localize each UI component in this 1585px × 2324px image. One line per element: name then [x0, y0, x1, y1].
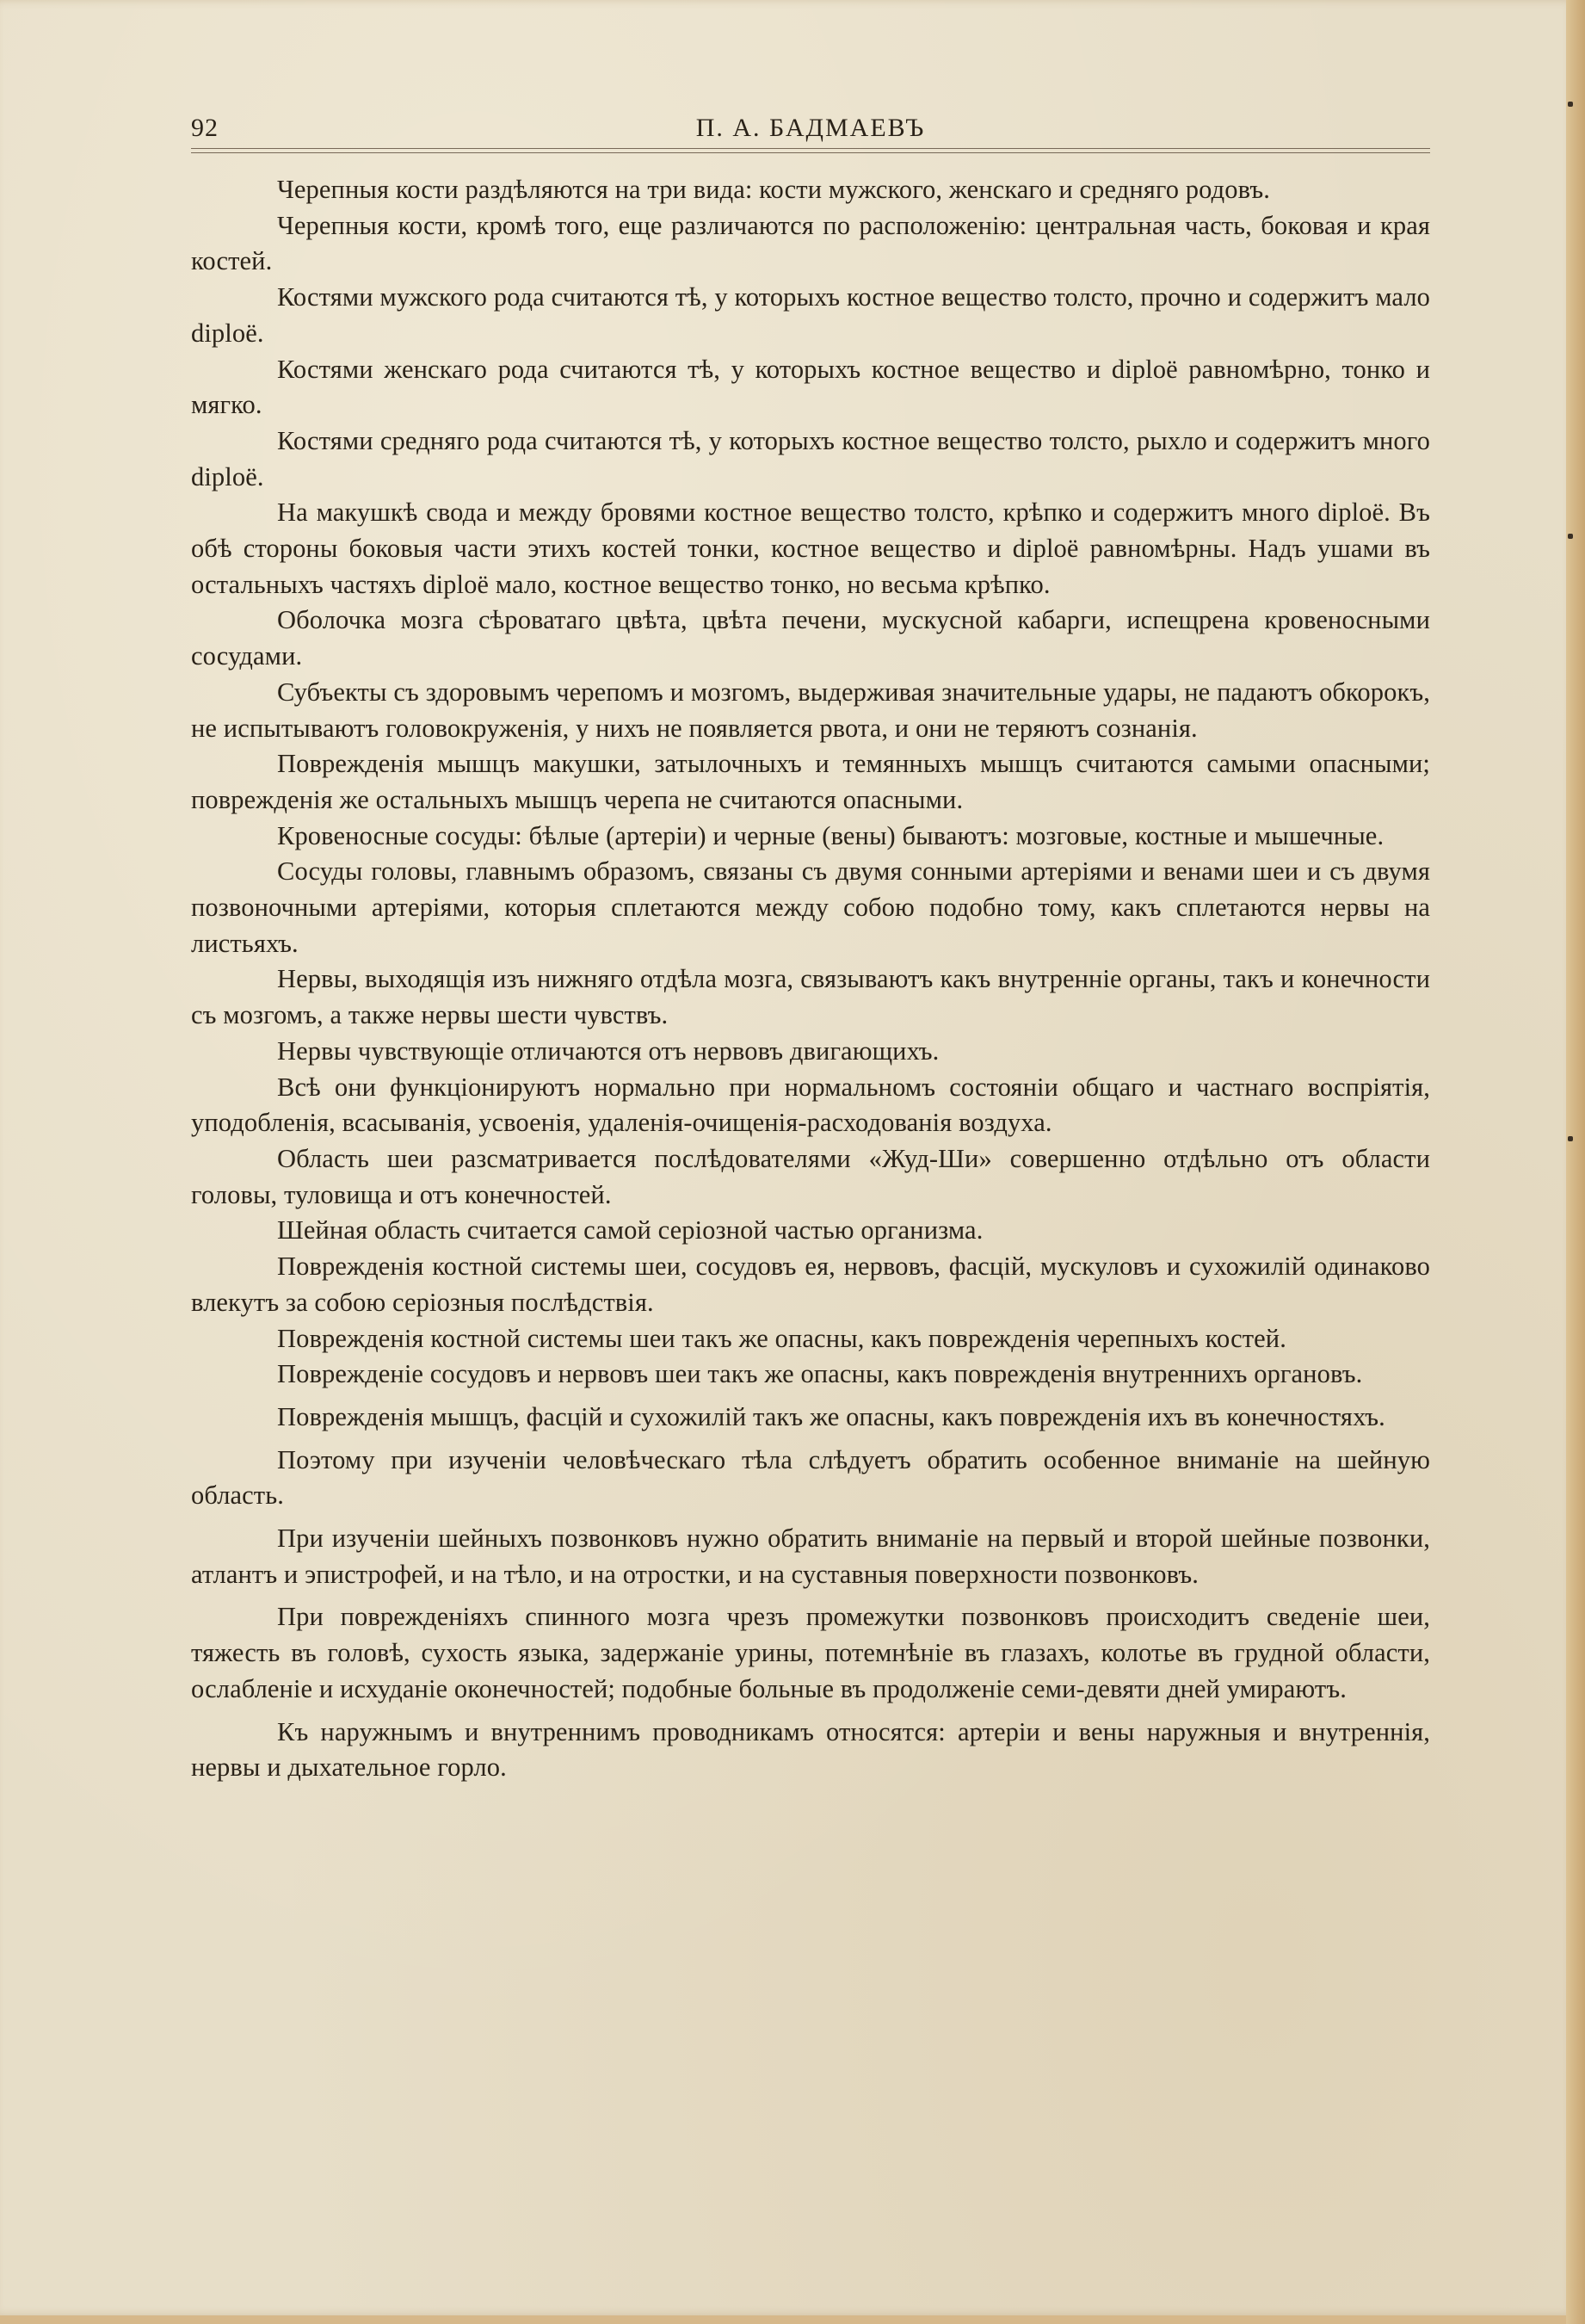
paragraph: При изученіи шейныхъ позвонковъ нужно обратить вниманіе на первый и второй шейные позвонки, атлантъ и эпистрофей, и на тѣло, и на отростки, и на суставныя поверхности позвонковъ. [191, 1524, 1430, 1589]
paragraph: Къ наружнымъ и внутреннимъ проводникамъ относятся: артеріи и вены наружныя и внутреннія, нервы и дыхательное горло. [191, 1716, 1430, 1783]
paragraph: При поврежденіяхъ спинного мозга чрезъ промежутки позвонковъ происходитъ сведеніе шеи, тяжесть въ головѣ, сухость языка, задержаніе урины, потемнѣніе въ глазахъ, колотье въ грудной области, ослабленіе и исхуданіе оконечностей; подобные больные въ продолженіе семи-девяти дней умираютъ. [191, 1602, 1430, 1703]
page-header [191, 110, 1430, 148]
paragraph: Нервы чувствующіе отличаются отъ нервовъ двигающихъ. [277, 1035, 940, 1066]
paragraph: Субъекты съ здоровымъ черепомъ и мозгомъ, выдерживая значительные удары, не падаютъ обкорокъ, не испытываютъ головокруженія, у нихъ не появляется рвота, и они не теряютъ сознанія. [191, 677, 1430, 743]
ink-speck [1568, 1136, 1573, 1141]
paragraph: Поврежденія костной системы шеи, сосудовъ ея, нервовъ, фасцій, мускуловъ и сухожилій одинаково влекутъ за собою серіозныя послѣдствія. [191, 1252, 1430, 1317]
paragraph: Кровеносные сосуды: бѣлые (артеріи) и черные (вены) бываютъ: мозговые, костные и мышечные. [277, 820, 1385, 850]
paragraph: На макушкѣ свода и между бровями костное вещество толсто, крѣпко и содержитъ много diploë. Въ обѣ стороны боковыя части этихъ костей тонки, костное вещество и diploë равномѣрны. Надъ ушами въ остальныхъ частяхъ diploë мало, костное вещество тонко, но весьма крѣпко. [191, 498, 1430, 599]
paragraph: Костями средняго рода считаются тѣ, у которыхъ костное вещество толсто, рыхло и содержитъ много diploë. [191, 425, 1430, 491]
paragraph: Область шеи разсматривается послѣдователями «Жуд-Ши» совершенно отдѣльно отъ области головы, туловища и отъ конечностей. [191, 1143, 1430, 1209]
paragraph: Оболочка мозга сѣроватаго цвѣта, цвѣта печени, мускусной кабарги, испещрена кровеносными сосудами. [191, 605, 1430, 671]
paragraph: Черепныя кости, кромѣ того, еще различаются по расположенію: центральная часть, боковая и края костей. [191, 210, 1430, 276]
paragraph: Нервы, выходящія изъ нижняго отдѣла мозга, связываютъ какъ внутренніе органы, такъ и конечности съ мозгомъ, а также нервы шести чувствъ. [191, 964, 1430, 1030]
paragraph: Шейная область считается самой серіозной частью организма. [277, 1215, 984, 1245]
page-number: 92 [191, 114, 219, 142]
page-edge [1566, 0, 1585, 2324]
paragraph: Черепныя кости раздѣляются на три вида: кости мужского, женскаго и средняго родовъ. [277, 175, 1270, 204]
paragraph: Поврежденія мышцъ, фасцій и сухожилій такъ же опасны, какъ поврежденія ихъ въ конечностяхъ. [277, 1401, 1385, 1431]
paragraph: Сосуды головы, главнымъ образомъ, связаны съ двумя сонными артеріями и венами шеи и съ двумя позвоночными артеріями, которыя сплетаются между собою подобно тому, какъ сплетаются нервы на листьяхъ. [191, 856, 1430, 958]
header-rule [191, 148, 1430, 153]
paragraph: Поврежденія мышцъ макушки, затылочныхъ и темянныхъ мышцъ считаются самыми опасными; поврежденія же остальныхъ мышцъ черепа не считаются опасными. [191, 749, 1430, 814]
paragraph: Поэтому при изученіи человѣческаго тѣла слѣдуетъ обратить особенное вниманіе на шейную область. [191, 1444, 1430, 1511]
ink-speck [1568, 534, 1573, 539]
paragraph: Поврежденіе сосудовъ и нервовъ шеи такъ же опасны, какъ поврежденія внутреннихъ органовъ. [277, 1359, 1363, 1389]
paragraph: Костями женскаго рода считаются тѣ, у которыхъ костное вещество и diploë равномѣрно, тонко и мягко. [191, 354, 1430, 420]
paragraph: Поврежденія костной системы шеи такъ же опасны, какъ поврежденія черепныхъ костей. [277, 1323, 1286, 1353]
body-text [191, 172, 1430, 1786]
running-head: П. А. БАДМАЕВЪ [695, 114, 926, 142]
paragraph: Костями мужского рода считаются тѣ, у которыхъ костное вещество толсто, прочно и содержитъ мало diploë. [191, 282, 1430, 348]
paragraph: Всѣ они функціонируютъ нормально при нормальномъ состояніи общаго и частнаго воспріятія, уподобленія, всасыванія, усвоенія, удаленія-очищенія-расходованія воздуха. [191, 1072, 1430, 1138]
ink-speck [1568, 102, 1573, 107]
